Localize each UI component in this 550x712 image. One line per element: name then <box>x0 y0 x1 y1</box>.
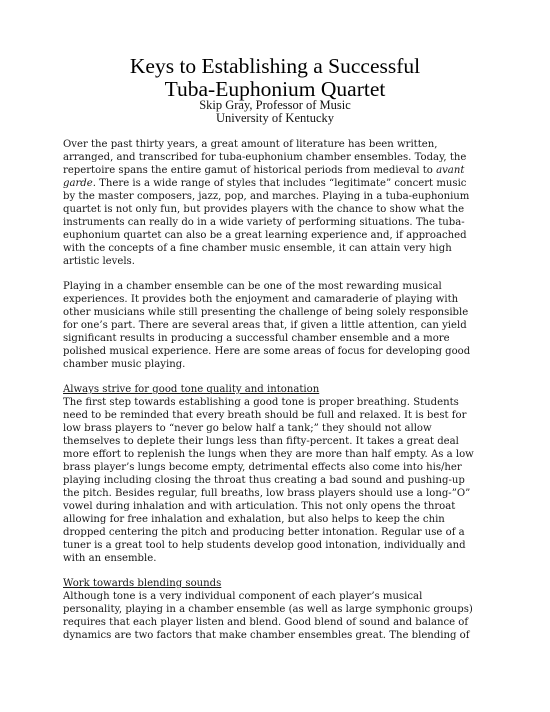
paragraph-1-line: repertoire spans the entire gamut of historical periods from medieval to avant <box>63 165 465 176</box>
section-heading-blending: Work towards blending sounds <box>63 578 222 589</box>
paragraph-2-line: Playing in a chamber ensemble can be one of the most rewarding musical <box>63 281 442 292</box>
italic-term: avant <box>436 165 465 176</box>
section-1-line: dropped centering the pitch and producing better intonation. Regular use of a <box>63 527 465 538</box>
paragraph-1-line: Over the past thirty years, a great amount of literature has been written, <box>63 139 438 150</box>
section-2-line: Although tone is a very individual component of each player’s musical <box>63 591 423 602</box>
section-2-line: dynamics are two factors that make chamber ensembles great. The blending of <box>63 630 470 641</box>
paragraph-2-line: experiences. It provides both the enjoyment and camaraderie of playing with <box>63 294 459 305</box>
section-1-line: tuner is a great tool to help students develop good intonation, individually and <box>63 540 466 551</box>
paragraph-1-line: arranged, and transcribed for tuba-euphonium chamber ensembles. Today, the <box>63 152 467 163</box>
paragraph-2-line: other musicians while still presenting the challenge of being solely responsible <box>63 307 469 318</box>
section-1-line: The first step towards establishing a good tone is proper breathing. Students <box>63 397 459 408</box>
paragraph-1-line: instruments can really do in a wide variety of performing situations. The tuba- <box>63 217 465 228</box>
document-title-line-1: Keys to Establishing a Successful <box>129 54 421 78</box>
section-1-line: with an ensemble. <box>63 553 157 564</box>
paragraph-2-line: polished musical experience. Here are some areas of focus for developing good <box>63 346 471 357</box>
italic-term: garde <box>63 178 93 189</box>
paragraph-2-line: significant results in producing a successful chamber ensemble and a more <box>63 333 450 344</box>
paragraph-1-line: garde. There is a wide range of styles that includes “legitimate” concert music <box>63 178 467 189</box>
section-1-line: vowel during inhalation and with articulation. This not only opens the throat <box>63 501 456 512</box>
section-1-line: allowing for free inhalation and exhalation, but also helps to keep the chin <box>63 514 445 525</box>
section-1-line: playing including closing the throat thus creating a bad sound and pushing-up <box>63 475 465 486</box>
section-1-line: low brass players to “never go below half a tank;” they should not allow <box>63 423 432 434</box>
paragraph-1-line: euphonium quartet can also be a great learning experience and, if approached <box>63 230 467 241</box>
section-heading-tone-intonation: Always strive for good tone quality and intonation <box>63 384 320 395</box>
paragraph-1-line: with the concepts of a fine chamber music ensemble, it can attain very high <box>63 243 452 254</box>
section-1-line: brass player’s lungs become empty, detrimental effects also come into his/her <box>63 462 462 473</box>
author-line: Skip Gray, Professor of Music <box>199 98 351 112</box>
section-1-line: more effort to replenish the lungs when they are more than half empty. As a low <box>63 449 474 460</box>
section-1-line: themselves to deplete their lungs less than fifty-percent. It takes a great deal <box>63 436 459 447</box>
paragraph-1-line: by the master composers, jazz, pop, and marches. Playing in a tuba-euphonium <box>63 191 470 202</box>
section-2-line: requires that each player listen and blend. Good blend of sound and balance of <box>63 617 469 628</box>
paragraph-1-line: quartet is not only fun, but provides players with the chance to show what the <box>63 204 465 215</box>
document-title-line-2: Tuba-Euphonium Quartet <box>164 77 386 101</box>
section-1-line: the pitch. Besides regular, full breaths, low brass players should use a long-”O” <box>63 488 471 499</box>
paragraph-1-line: artistic levels. <box>63 256 135 267</box>
paragraph-2-line: for one’s part. There are several areas that, if given a little attention, can yield <box>63 320 467 331</box>
section-1-line: need to be reminded that every breath should be full and relaxed. It is best for <box>63 410 467 421</box>
affiliation-line: University of Kentucky <box>215 111 335 125</box>
paragraph-2-line: chamber music playing. <box>63 359 186 370</box>
section-2-line: personality, playing in a chamber ensemble (as well as large symphonic groups) <box>63 604 473 615</box>
